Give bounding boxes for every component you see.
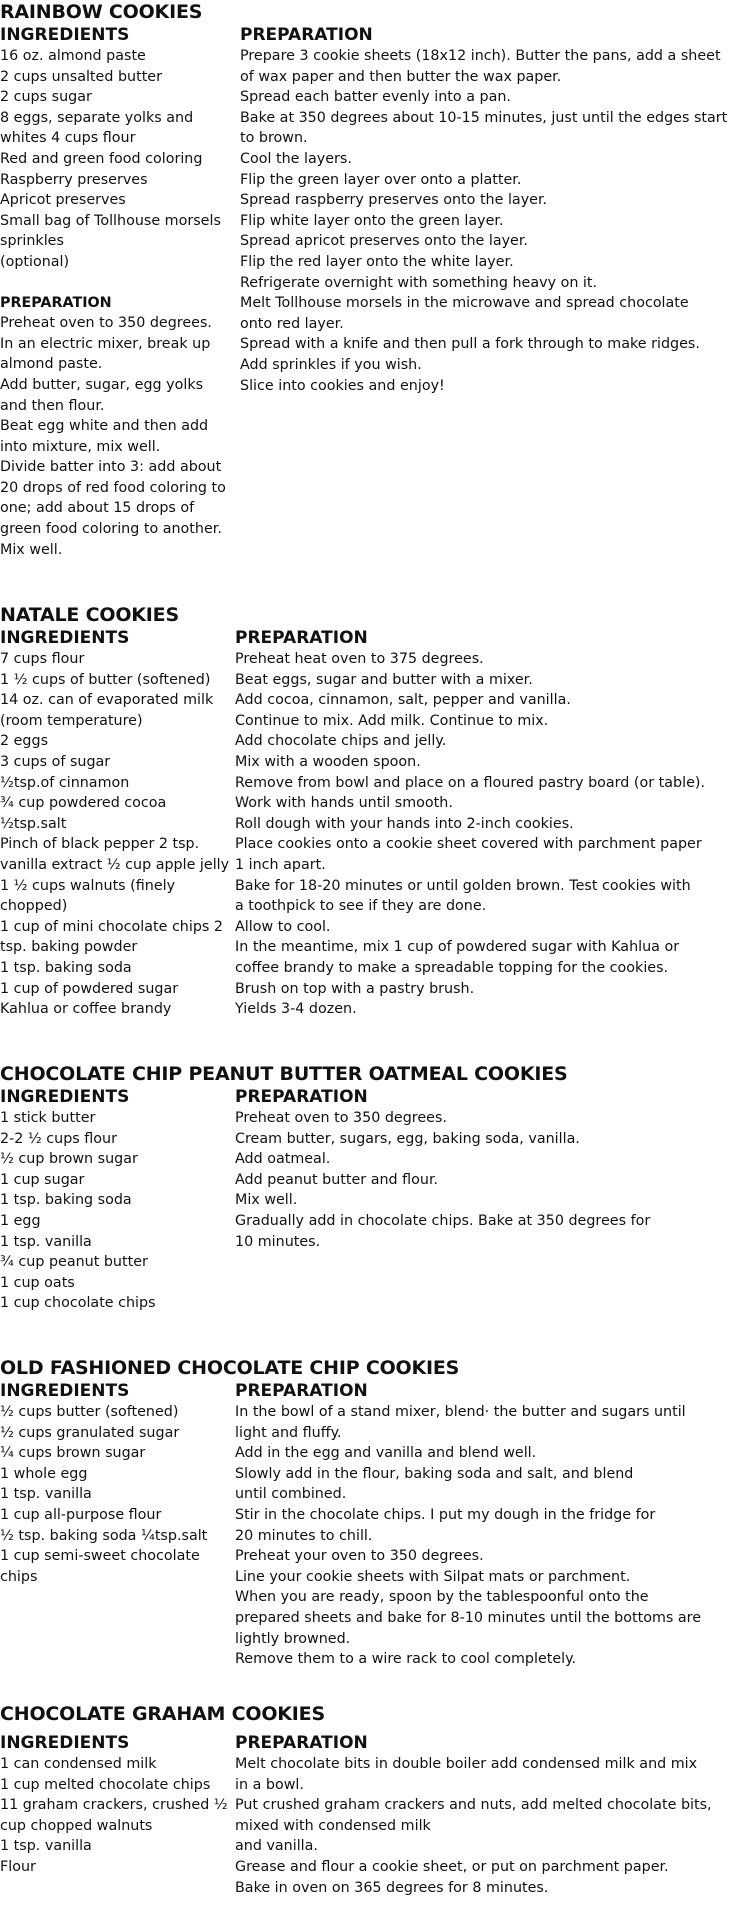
list-item: (optional)	[0, 253, 70, 270]
preparation-column	[235, 1086, 745, 1252]
list-item: Spread apricot preserves onto the layer.	[240, 233, 528, 250]
list-item: Allow to cool.	[235, 918, 331, 935]
list-item: Stir in the chocolate chips. I put my dough in the fridge for	[235, 1506, 656, 1523]
list-item: 3 cups of sugar	[0, 753, 111, 770]
list-item: 1 cup chocolate chips	[0, 1295, 156, 1312]
list-item: 1 egg	[0, 1212, 41, 1229]
recipe-old-fashioned-chocolate-chip-cookies	[0, 1356, 750, 1668]
preparation-heading: PREPARATION	[240, 25, 373, 45]
list-item: Add in the egg and vanilla and blend well.	[235, 1445, 537, 1462]
list-item: Grease and flour a cookie sheet, or put on parchment paper.	[235, 1858, 669, 1875]
list-item: Bake in oven on 365 degrees for 8 minutes.	[235, 1879, 549, 1896]
list-item: 10 minutes.	[235, 1233, 321, 1250]
list-item: Melt Tollhouse morsels in the microwave and spread chocolate	[240, 295, 689, 312]
list-item: Line your cookie sheets with Silpat mats or parchment.	[235, 1568, 631, 1585]
list-item: 16 oz. almond paste	[0, 48, 146, 64]
list-item: 2 eggs	[0, 733, 49, 750]
list-item: Bake at 350 degrees about 10-15 minutes, just until the edges start	[240, 109, 728, 126]
list-item: Flip white layer onto the green layer.	[240, 212, 504, 229]
list-item: Red and green food coloring	[0, 150, 203, 167]
list-item: 1 tsp. vanilla	[0, 1233, 92, 1250]
list-item: prepared sheets and bake for 8-10 minutes until the bottoms are	[235, 1609, 701, 1626]
list-item: Gradually add in chocolate chips. Bake at 350 degrees for	[235, 1212, 651, 1229]
list-item: 1 tsp. baking soda	[0, 1192, 132, 1209]
list-item: in a bowl.	[235, 1776, 304, 1793]
preparation-subheading: PREPARATION	[0, 294, 112, 311]
preparation-list	[235, 1402, 745, 1670]
list-item: and then flour.	[0, 397, 105, 414]
list-item: tsp. baking powder	[0, 939, 138, 956]
list-item: (room temperature)	[0, 712, 143, 729]
list-item: Preheat heat oven to 375 degrees.	[235, 651, 484, 667]
list-item: 11 graham crackers, crushed ½	[0, 1797, 228, 1814]
list-item: 1 cup oats	[0, 1274, 75, 1291]
list-item: Spread each batter evenly into a pan.	[240, 89, 511, 106]
preparation-column	[235, 627, 745, 1020]
ingredients-list	[0, 1108, 230, 1314]
list-item: In the meantime, mix 1 cup of powdered sugar with Kahlua or	[235, 939, 680, 956]
list-item: Add butter, sugar, egg yolks	[0, 376, 204, 393]
ingredients-list	[0, 1754, 230, 1878]
list-item: and vanilla.	[235, 1838, 318, 1855]
recipe-title: CHOCOLATE CHIP PEANUT BUTTER OATMEAL COOKIES	[0, 1063, 568, 1085]
list-item: Preheat your oven to 350 degrees.	[235, 1548, 484, 1565]
list-item: Melt chocolate bits in double boiler add condensed milk and mix	[235, 1756, 698, 1772]
list-item: into mixture, mix well.	[0, 438, 161, 455]
list-item: Add cocoa, cinnamon, salt, pepper and vanilla.	[235, 692, 571, 709]
recipe-chocolate-graham-cookies	[0, 1702, 750, 1896]
list-item: Remove from bowl and place on a floured pastry board (or table).	[235, 774, 705, 791]
list-item: Place cookies onto a cookie sheet covered with parchment paper	[235, 836, 702, 853]
list-item: 2-2 ½ cups flour	[0, 1130, 117, 1147]
ingredients-heading: INGREDIENTS	[0, 628, 130, 648]
list-item: 2 cups sugar	[0, 89, 92, 106]
list-item: Roll dough with your hands into 2-inch cookies.	[235, 815, 574, 832]
list-item: ½ cups granulated sugar	[0, 1424, 180, 1441]
ingredients-list	[0, 1402, 230, 1587]
list-item: Work with hands until smooth.	[235, 795, 453, 812]
list-item: Refrigerate overnight with something heavy on it.	[240, 274, 598, 291]
list-item: 1 inch apart.	[235, 856, 326, 873]
list-item: Remove them to a wire rack to cool completely.	[235, 1651, 577, 1668]
list-item: 1 stick butter	[0, 1110, 96, 1126]
list-item: 1 tsp. vanilla	[0, 1838, 92, 1855]
list-item: Continue to mix. Add milk. Continue to mix.	[235, 712, 549, 729]
list-item: to brown.	[240, 130, 308, 147]
list-item: 1 ½ cups walnuts (finely	[0, 877, 176, 894]
list-item: chips	[0, 1568, 38, 1585]
preparation-heading: PREPARATION	[235, 628, 368, 648]
preparation-heading: PREPARATION	[235, 1087, 368, 1107]
list-item: 1 cup of powdered sugar	[0, 980, 179, 997]
list-item: ¾ cup powdered cocoa	[0, 795, 167, 812]
ingredients-heading: INGREDIENTS	[0, 25, 130, 45]
recipe-title: NATALE COOKIES	[0, 604, 179, 626]
list-item: Flip the green layer over onto a platter.	[240, 171, 522, 188]
list-item: of wax paper and then butter the wax paper.	[240, 68, 562, 85]
list-item: 8 eggs, separate yolks and	[0, 109, 194, 126]
ingredients-column	[0, 627, 230, 1020]
preparation-list	[235, 1754, 745, 1898]
list-item: 20 drops of red food coloring to	[0, 479, 226, 496]
list-item: 14 oz. can of evaporated milk	[0, 692, 214, 709]
preparation-list	[235, 1108, 745, 1252]
list-item: coffee brandy to make a spreadable topping for the cookies.	[235, 959, 669, 976]
list-item: 7 cups flour	[0, 651, 85, 667]
ingredients-column	[0, 1086, 230, 1314]
list-item: 1 cup melted chocolate chips	[0, 1776, 211, 1793]
list-item: Mix with a wooden spoon.	[235, 753, 421, 770]
list-item: Cream butter, sugars, egg, baking soda, vanilla.	[235, 1130, 580, 1147]
list-item: Slowly add in the flour, baking soda and salt, and blend	[235, 1465, 634, 1482]
list-item: 1 can condensed milk	[0, 1756, 157, 1772]
list-item: Preheat oven to 350 degrees.	[235, 1110, 447, 1126]
list-item: whites 4 cups flour	[0, 130, 136, 147]
recipe-chocolate-chip-peanut-butter-oatmeal-cookies	[0, 1062, 750, 1312]
list-item: 1 tsp. vanilla	[0, 1486, 92, 1503]
list-item: ½ tsp. baking soda ¼tsp.salt	[0, 1527, 208, 1544]
list-item: Beat egg white and then add	[0, 418, 209, 435]
list-item: Preheat oven to 350 degrees.	[0, 315, 212, 332]
ingredients-list	[0, 46, 235, 273]
preparation-list	[235, 649, 745, 1020]
ingredients-heading: INGREDIENTS	[0, 1381, 130, 1401]
list-item: chopped)	[0, 898, 68, 915]
list-item: ½ cup brown sugar	[0, 1151, 138, 1168]
list-item: cup chopped walnuts	[0, 1817, 153, 1834]
list-item: 1 tsp. baking soda	[0, 959, 132, 976]
list-item: vanilla extract ½ cup apple jelly	[0, 856, 230, 873]
list-item: one; add about 15 drops of	[0, 500, 195, 517]
list-item: Add peanut butter and flour.	[235, 1171, 439, 1188]
list-item: ¼ cups brown sugar	[0, 1445, 146, 1462]
preparation-list	[240, 46, 745, 396]
list-item: lightly browned.	[235, 1630, 351, 1647]
recipe-rainbow-cookies	[0, 0, 750, 558]
list-item: Prepare 3 cookie sheets (18x12 inch). Butter the pans, add a sheet	[240, 48, 721, 64]
ingredients-column	[0, 24, 235, 560]
list-item: In the bowl of a stand mixer, blend· the butter and sugars until	[235, 1404, 686, 1420]
ingredients-heading: INGREDIENTS	[0, 1087, 130, 1107]
ingredients-heading: INGREDIENTS	[0, 1733, 130, 1753]
list-item: almond paste.	[0, 356, 103, 373]
list-item: 1 cup all-purpose flour	[0, 1506, 162, 1523]
ingredients-list	[0, 649, 230, 1020]
list-item: Raspberry preserves	[0, 171, 148, 188]
list-item: 20 minutes to chill.	[235, 1527, 373, 1544]
list-item: Add sprinkles if you wish.	[240, 356, 422, 373]
list-item: ½tsp.of cinnamon	[0, 774, 130, 791]
list-item: Beat eggs, sugar and butter with a mixer.	[235, 671, 533, 688]
recipe-title: OLD FASHIONED CHOCOLATE CHIP COOKIES	[0, 1357, 460, 1379]
preparation-heading: PREPARATION	[235, 1381, 368, 1401]
list-item: Flip the red layer onto the white layer.	[240, 253, 514, 270]
list-item: Kahlua or coffee brandy	[0, 1001, 172, 1018]
preparation-column	[235, 1380, 745, 1670]
list-item: light and fluffy.	[235, 1424, 342, 1441]
list-item: mixed with condensed milk	[235, 1817, 431, 1834]
list-item: until combined.	[235, 1486, 347, 1503]
list-item: Slice into cookies and enjoy!	[240, 377, 445, 394]
recipe-title: CHOCOLATE GRAHAM COOKIES	[0, 1703, 325, 1725]
list-item: 1 cup of mini chocolate chips 2	[0, 918, 223, 935]
list-item: ¾ cup peanut butter	[0, 1254, 148, 1271]
list-item: green food coloring to another.	[0, 521, 222, 538]
list-item: Brush on top with a pastry brush.	[235, 980, 475, 997]
list-item: Cool the layers.	[240, 150, 352, 167]
list-item: Mix well.	[235, 1192, 298, 1209]
preparation-substeps	[0, 313, 235, 560]
list-item: 1 cup sugar	[0, 1171, 85, 1188]
list-item: 2 cups unsalted butter	[0, 68, 162, 85]
list-item: Yields 3-4 dozen.	[235, 1001, 357, 1018]
list-item: 1 whole egg	[0, 1465, 88, 1482]
list-item: ½ cups butter (softened)	[0, 1404, 179, 1420]
recipe-natale-cookies	[0, 603, 750, 1018]
list-item: Divide batter into 3: add about	[0, 459, 222, 476]
list-item: Spread raspberry preserves onto the layer.	[240, 192, 548, 209]
list-item: onto red layer.	[240, 315, 344, 332]
list-item: Put crushed graham crackers and nuts, add melted chocolate bits,	[235, 1797, 712, 1814]
list-item: Mix well.	[0, 541, 63, 558]
list-item: Spread with a knife and then pull a fork through to make ridges.	[240, 336, 700, 353]
list-item: When you are ready, spoon by the tablespoonful onto the	[235, 1589, 649, 1606]
list-item: sprinkles	[0, 233, 64, 250]
list-item: Add oatmeal.	[235, 1151, 331, 1168]
list-item: Flour	[0, 1858, 36, 1875]
list-item: a toothpick to see if they are done.	[235, 898, 487, 915]
list-item: Add chocolate chips and jelly.	[235, 733, 447, 750]
list-item: Pinch of black pepper 2 tsp.	[0, 836, 200, 853]
list-item: In an electric mixer, break up	[0, 335, 211, 352]
recipe-title: RAINBOW COOKIES	[0, 1, 203, 23]
list-item: 1 ½ cups of butter (softened)	[0, 671, 211, 688]
list-item: Bake for 18-20 minutes or until golden brown. Test cookies with	[235, 877, 691, 894]
preparation-column	[240, 24, 745, 396]
ingredients-column	[0, 1380, 230, 1587]
list-item: Small bag of Tollhouse morsels	[0, 212, 221, 229]
list-item: ½tsp.salt	[0, 815, 67, 832]
preparation-column	[235, 1732, 745, 1898]
list-item: 1 cup semi-sweet chocolate	[0, 1548, 200, 1565]
preparation-heading: PREPARATION	[235, 1733, 368, 1753]
ingredients-column	[0, 1732, 230, 1878]
list-item: Apricot preserves	[0, 192, 126, 209]
